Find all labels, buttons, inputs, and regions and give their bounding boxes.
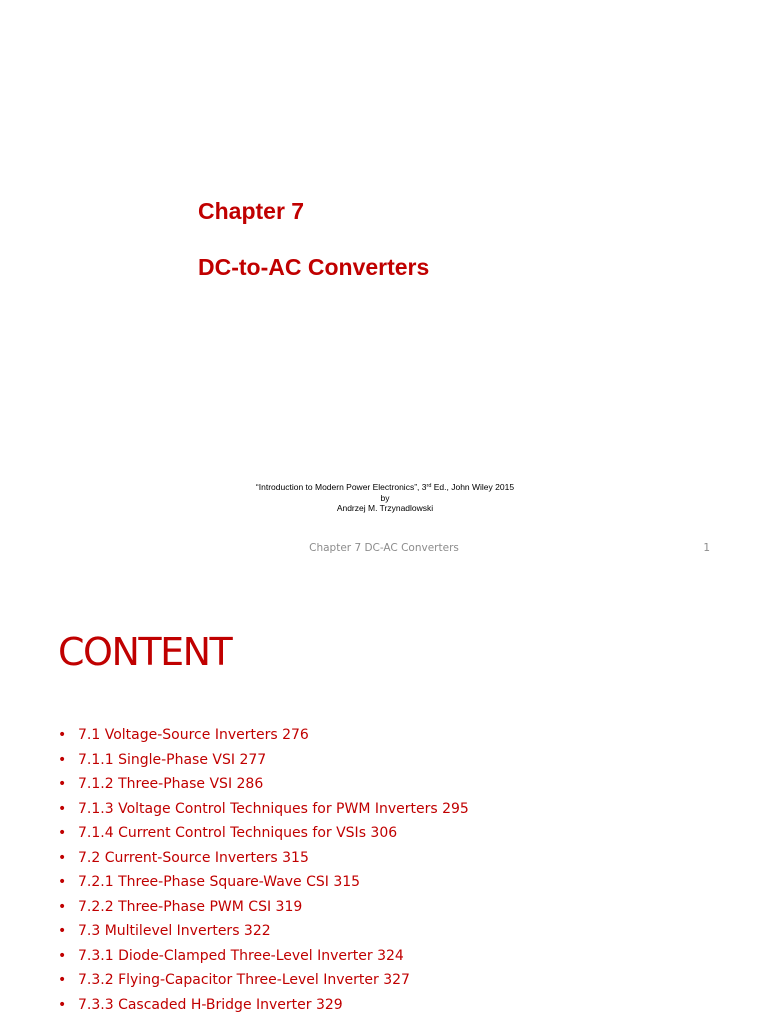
citation-book-title: “Introduction to Modern Power Electronics”, 3 — [255, 482, 427, 492]
toc-item — [58, 919, 469, 944]
bullet-icon: • — [58, 947, 67, 964]
toc-item-label: 7.1.4 Current Control Techniques for VSIs 306 — [78, 825, 398, 841]
citation-by: by — [380, 492, 390, 503]
bullet-icon: • — [58, 898, 67, 915]
bullet-icon: • — [58, 849, 67, 866]
toc-item-label: 7.3.3 Cascaded H-Bridge Inverter 329 — [78, 996, 343, 1013]
bullet-icon: • — [58, 923, 67, 939]
bullet-icon: • — [58, 972, 67, 988]
citation-title-line — [200, 482, 570, 493]
toc-item-label: 7.1 Voltage-Source Inverters 276 — [78, 727, 309, 743]
toc-item-label: 7.2.1 Three-Phase Square-Wave CSI 315 — [78, 874, 361, 890]
toc-item-label: 7.1.2 Three-Phase VSI 286 — [78, 776, 264, 792]
chapter-heading: Chapter 7 — [198, 198, 305, 224]
citation-author: Andrzej M. Trzynadlowski — [336, 503, 434, 513]
bullet-icon: • — [58, 825, 67, 841]
toc-item — [58, 870, 469, 895]
bullet-icon: • — [58, 800, 67, 817]
table-of-contents — [58, 723, 469, 1017]
toc-item — [58, 797, 469, 822]
toc-item — [58, 846, 469, 871]
toc-item — [58, 895, 469, 920]
citation-publisher: Ed., John Wiley 2015 — [431, 482, 515, 492]
toc-item — [58, 993, 469, 1018]
bullet-icon: • — [58, 727, 67, 743]
toc-item-label: 7.3.2 Flying-Capacitor Three-Level Inverter 327 — [78, 972, 410, 988]
toc-item — [58, 748, 469, 773]
toc-item — [58, 723, 469, 748]
bullet-icon: • — [58, 996, 67, 1013]
bullet-icon: • — [58, 776, 67, 792]
toc-item-label: 7.3.1 Diode-Clamped Three-Level Inverter 324 — [78, 947, 404, 964]
toc-item — [58, 968, 469, 993]
citation-edition-superscript: rd — [426, 483, 432, 489]
content-slide — [0, 590, 768, 1024]
toc-item-label: 7.1.3 Voltage Control Techniques for PWM Inverters 295 — [78, 800, 469, 817]
toc-item — [58, 944, 469, 969]
chapter-subtitle: DC-to-AC Converters — [198, 254, 430, 280]
content-title: CONTENT — [58, 630, 232, 674]
slide-footer-text: Chapter 7 DC-AC Converters — [309, 542, 459, 554]
toc-item-label: 7.3 Multilevel Inverters 322 — [78, 923, 271, 939]
toc-item-label: 7.2.2 Three-Phase PWM CSI 319 — [78, 898, 303, 915]
toc-item — [58, 821, 469, 846]
toc-item-label: 7.2 Current-Source Inverters 315 — [78, 849, 309, 866]
toc-item — [58, 772, 469, 797]
toc-item-label: 7.1.1 Single-Phase VSI 277 — [78, 751, 267, 768]
bullet-icon: • — [58, 874, 67, 890]
slide-page-number: 1 — [703, 542, 710, 554]
bullet-icon: • — [58, 751, 67, 768]
book-citation — [200, 482, 570, 514]
